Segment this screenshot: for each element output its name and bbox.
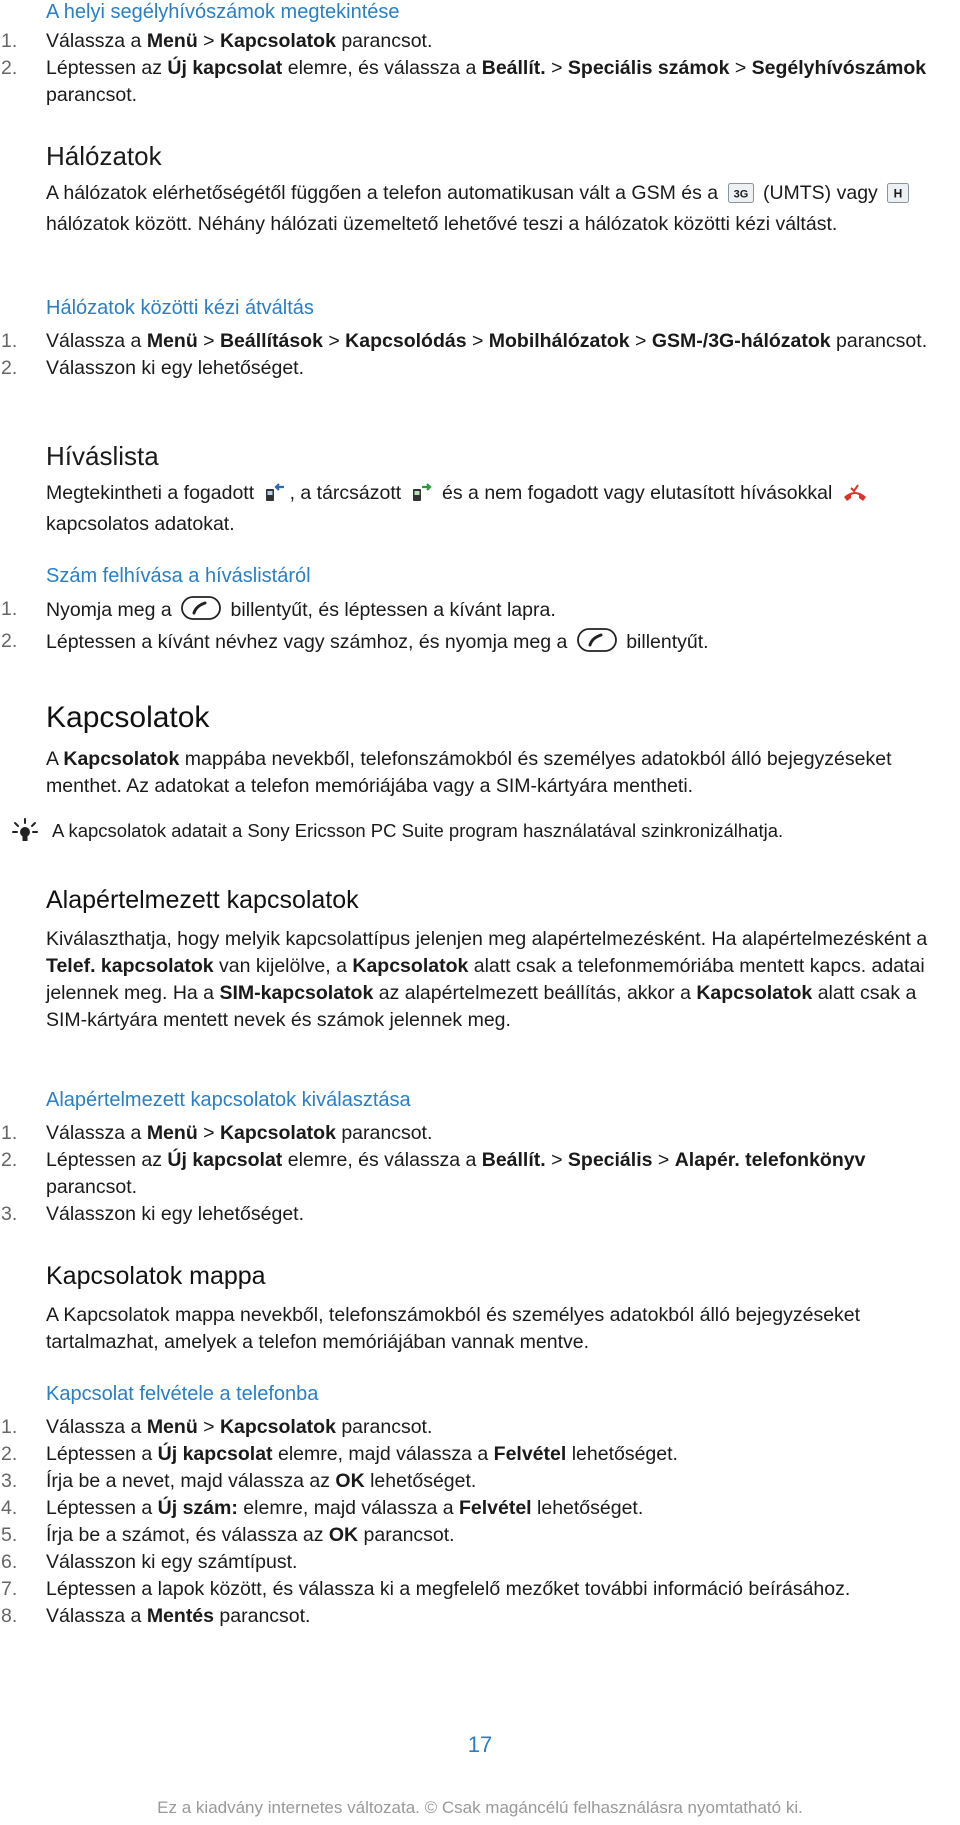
step-number: 4.	[1, 1497, 18, 1519]
emergency-section	[1, 0, 954, 109]
default-contacts-title: Alapértelmezett kapcsolatok	[46, 886, 359, 914]
step-number: 6.	[1, 1551, 18, 1573]
svg-text:3G: 3G	[733, 188, 748, 201]
step-item: 8. Válassza a Mentés parancsot.	[46, 1603, 954, 1630]
networks-title: Hálózatok	[46, 141, 162, 171]
step-number: 8.	[1, 1605, 18, 1627]
emergency-steps	[1, 28, 954, 109]
call-from-list-title: Szám felhívása a híváslistáról	[46, 565, 311, 587]
folder-body: A Kapcsolatok mappa nevekből, telefonszámokból és személyes adatokból álló bejegyzéseket tartalmazhat, amelyek a telefon memóriájában vannak mentve.	[46, 1304, 861, 1353]
missed-call-icon	[842, 483, 868, 511]
step-item: 1. Válassza a Menü > Kapcsolatok parancsot.	[46, 1414, 954, 1441]
select-default-steps	[1, 1120, 954, 1228]
default-contacts-body: Kiválaszthatja, hogy melyik kapcsolattípus jelenjen meg alapértelmezésként. Ha alapértelmezésként a Telef. kapcsolatok van kijelölve, a Kapcsolatok alatt csak a telefonmemóriába mentett kapcs. adatai jelennek meg. Ha a SIM-kapcsolatok az alapértelmezett beállítás, akkor a Kapcsolatok alatt csak a SIM-kártyára mentett nevek és számok jelennek meg.	[46, 928, 928, 1031]
calllist-section	[46, 440, 954, 538]
select-default-title: Alapértelmezett kapcsolatok kiválasztása	[46, 1089, 411, 1111]
step-number: 1.	[1, 1122, 18, 1144]
networks-body: A hálózatok elérhetőségétől függően a telefon automatikusan vált a GSM és a 3G (UMTS) vagy H hálózatok között. Néhány hálózati üzemeltető lehetővé teszi a hálózatok közötti kézi váltást.	[46, 180, 954, 238]
call-from-list-steps	[1, 596, 954, 660]
svg-text:H: H	[893, 186, 903, 201]
step-number: 1.	[1, 330, 18, 352]
step-item: 4. Léptessen a Új szám: elemre, majd válassza a Felvétel lehetőséget.	[46, 1495, 954, 1522]
step-number: 3.	[1, 1203, 18, 1225]
step-number: 1.	[1, 30, 18, 52]
step-item: 1. Nyomja meg a billentyűt, és léptessen a kívánt lapra.	[46, 596, 954, 628]
add-contact-section	[1, 1382, 954, 1630]
step-item: 6. Válasszon ki egy számtípust.	[46, 1549, 954, 1576]
step-item: 2. Léptessen az Új kapcsolat elemre, és válassza a Beállít. > Speciális számok > Segélyhívószámok parancsot.	[1, 57, 927, 106]
tip-box	[12, 818, 954, 844]
emergency-title: A helyi segélyhívószámok megtekintése	[46, 1, 400, 23]
contacts-title: Kapcsolatok	[46, 701, 210, 734]
step-item: 2. Léptessen a Új kapcsolat elemre, majd válassza a Felvétel lehetőséget.	[46, 1441, 954, 1468]
received-call-icon	[264, 481, 286, 511]
step-number: 2.	[1, 630, 18, 652]
step-number: 1.	[1, 1416, 18, 1438]
contacts-body: A Kapcsolatok mappába nevekből, telefonszámokból és személyes adatokból álló bejegyzéseket menthet. Az adatokat a telefon memóriájába vagy a SIM-kártyára mentheti.	[46, 748, 892, 797]
step-number: 1.	[1, 598, 18, 620]
step-item: 3. Válasszon ki egy lehetőséget.	[46, 1201, 954, 1228]
step-item: 2. Léptessen a kívánt névhez vagy számhoz, és nyomja meg a billentyűt.	[46, 628, 954, 660]
step-number: 2.	[1, 57, 18, 79]
page-number: 17	[467, 1732, 493, 1757]
call-from-list-section	[1, 564, 954, 660]
tip-text: A kapcsolatok adatait a Sony Ericsson PC Suite program használatával szinkronizálhatja.	[52, 820, 784, 841]
step-item: 1. Válassza a Menü > Beállítások > Kapcsolódás > Mobilhálózatok > GSM-/3G-hálózatok parancsot.	[46, 328, 954, 355]
networks-section	[46, 140, 954, 238]
call-key-icon	[181, 596, 221, 628]
add-contact-steps	[1, 1414, 954, 1630]
step-number: 2.	[1, 357, 18, 379]
manual-switch-title: Hálózatok közötti kézi átváltás	[46, 297, 314, 319]
3g-network-icon	[728, 183, 754, 211]
step-item: 5. Írja be a számot, és válassza az OK parancsot.	[46, 1522, 954, 1549]
footer-notice: Ez a kiadvány internetes változata. © Csak magáncélú felhasználásra nyomtatható ki.	[157, 1798, 803, 1817]
contacts-section	[46, 700, 954, 800]
step-item: 2. Léptessen az Új kapcsolat elemre, és válassza a Beállít. > Speciális > Alapér. telefonkönyv parancsot.	[1, 1149, 866, 1198]
step-number: 5.	[1, 1524, 18, 1546]
select-default-section	[1, 1088, 954, 1228]
folder-title: Kapcsolatok mappa	[46, 1262, 266, 1290]
step-number: 2.	[1, 1149, 18, 1171]
step-number: 2.	[1, 1443, 18, 1465]
manual-switch-section	[1, 296, 954, 382]
step-item: 1. Válassza a Menü > Kapcsolatok parancsot.	[46, 28, 954, 55]
step-item: 3. Írja be a nevet, majd válassza az OK lehetőséget.	[46, 1468, 954, 1495]
calllist-title: Híváslista	[46, 441, 159, 471]
call-key-icon	[577, 628, 617, 660]
default-contacts-section	[46, 884, 954, 1034]
step-item: 7. Léptessen a lapok között, és válassza ki a megfelelő mezőket további információ beírásához.	[46, 1576, 954, 1603]
step-item: 1. Válassza a Menü > Kapcsolatok parancsot.	[46, 1120, 954, 1147]
manual-switch-steps	[1, 328, 954, 382]
step-number: 7.	[1, 1578, 18, 1600]
step-item: 2. Válasszon ki egy lehetőséget.	[46, 355, 954, 382]
hsdpa-network-icon	[887, 183, 909, 211]
add-contact-title: Kapcsolat felvétele a telefonba	[46, 1383, 319, 1405]
calllist-body: Megtekintheti a fogadott , a tárcsázott és a nem fogadott vagy elutasított hívásokkal kapcsolatos adatokat.	[46, 480, 954, 538]
step-number: 3.	[1, 1470, 18, 1492]
folder-section	[46, 1260, 954, 1356]
lightbulb-icon	[12, 818, 38, 849]
dialled-call-icon	[411, 481, 433, 511]
